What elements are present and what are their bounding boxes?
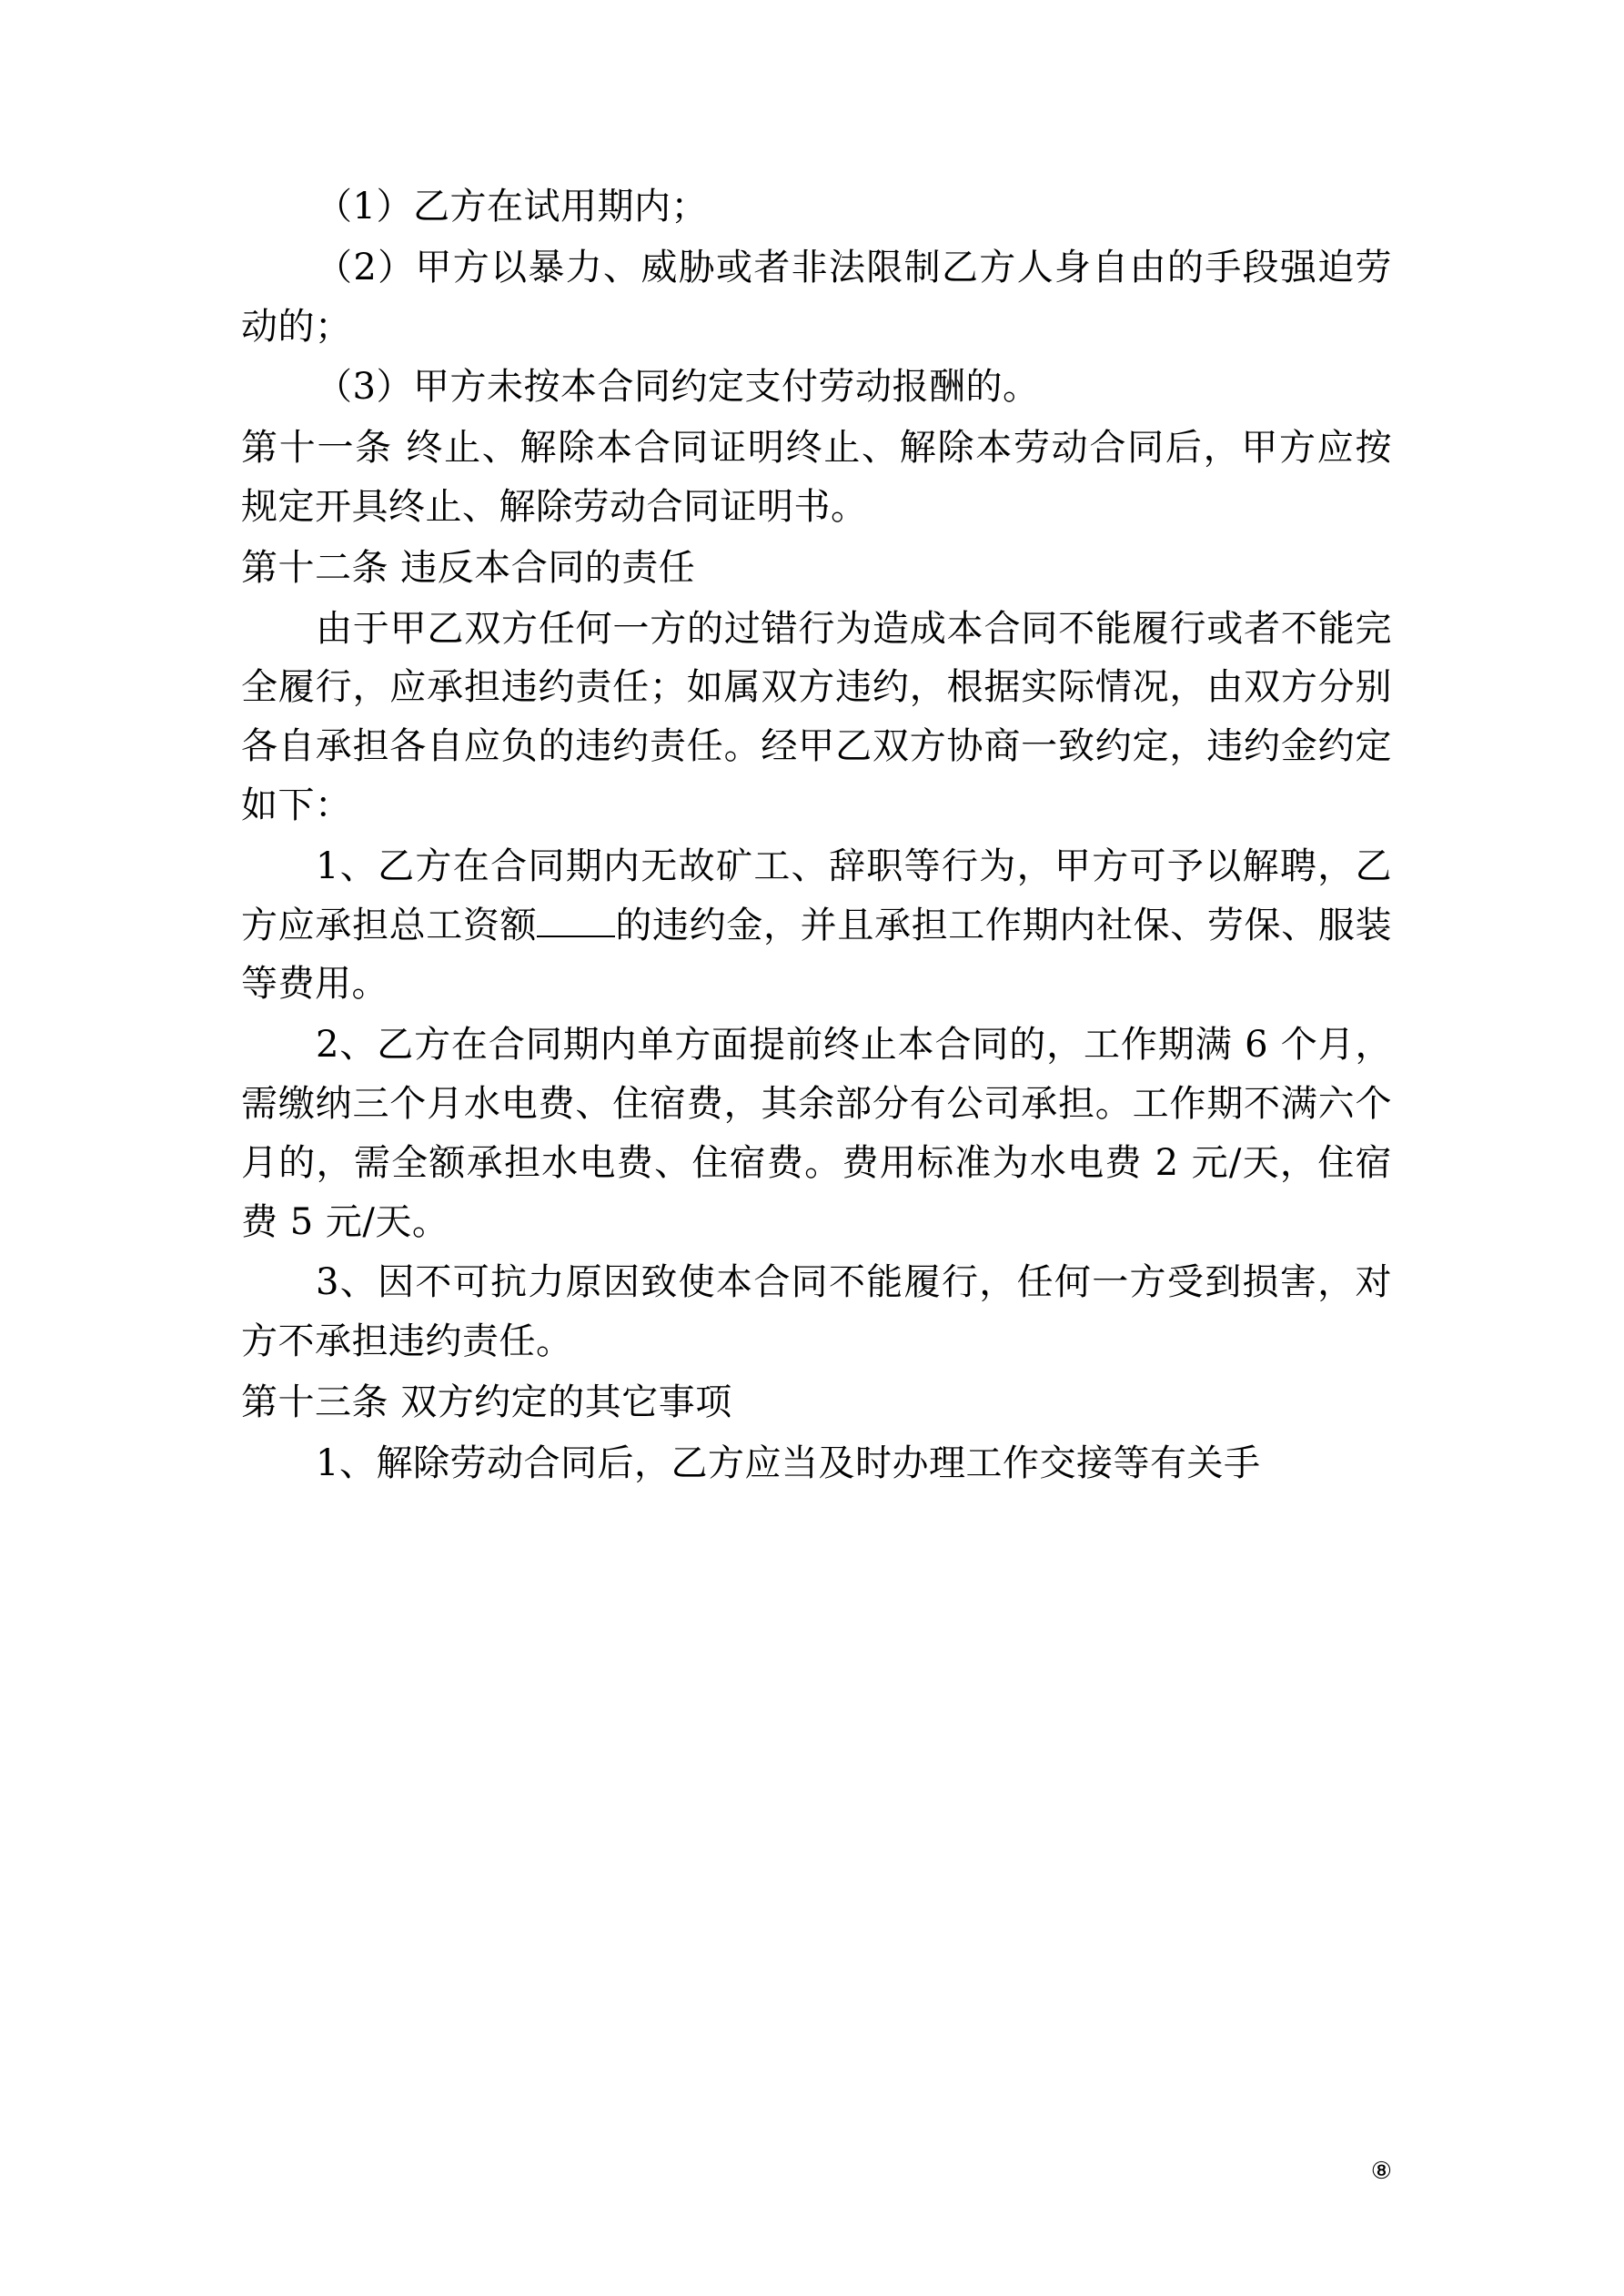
item-1-text-before: 1、乙方在合同期内无故矿工、辞职等行为，甲方可予以解聘，乙方应承担总工资额 (241, 845, 1392, 946)
paragraph-clause-2: （2）甲方以暴力、威胁或者非法限制乙方人身自由的手段强迫劳动的； (241, 246, 1392, 348)
paragraph-item-3: 3、因不可抗力原因致使本合同不能履行，任何一方受到损害，对方不承担违约责任。 (241, 1261, 1392, 1363)
paragraph-item-1 (241, 837, 1392, 1014)
paragraph-clause-3: （3）甲方未按本合同约定支付劳动报酬的。 (316, 366, 1040, 409)
paragraph-clause-1: （1）乙方在试用期内； (316, 186, 708, 228)
paragraph-article-thirteen-item-1: 1、解除劳动合同后，乙方应当及时办理工作交接等有关手 (316, 1441, 1261, 1484)
paragraph-article-twelve-intro: 由于甲乙双方任何一方的过错行为造成本合同不能履行或者不能完全履行，应承担违约责任；如属双方违约，根据实际情况，由双方分别各自承担各自应负的违约责任。经甲乙双方协商一致约定，违约金约定如下： (241, 607, 1392, 826)
document-body (241, 177, 1392, 1495)
page-number: ⑧ (1370, 2158, 1392, 2185)
item-1-text-after: 的违约金，并且承担工作期内社保、劳保、服装等费用。 (241, 904, 1393, 1006)
paragraph-article-twelve-heading: 第十二条 违反本合同的责任 (241, 546, 696, 589)
paragraph-item-2: 2、乙方在合同期内单方面提前终止本合同的，工作期满 6 个月，需缴纳三个月水电费、住宿费，其余部分有公司承担。工作期不满六个月的，需全额承担水电费、住宿费。费用标准为水电费 2 元/天，住宿费 5 元/天。 (241, 1024, 1392, 1243)
paragraph-article-eleven: 第十一条 终止、解除本合同证明终止、解除本劳动合同后，甲方应按规定开具终止、解除劳动合同证明书。 (241, 427, 1392, 528)
fill-in-blank[interactable] (537, 936, 615, 937)
paragraph-article-thirteen-heading: 第十三条 双方约定的其它事项 (241, 1381, 732, 1423)
